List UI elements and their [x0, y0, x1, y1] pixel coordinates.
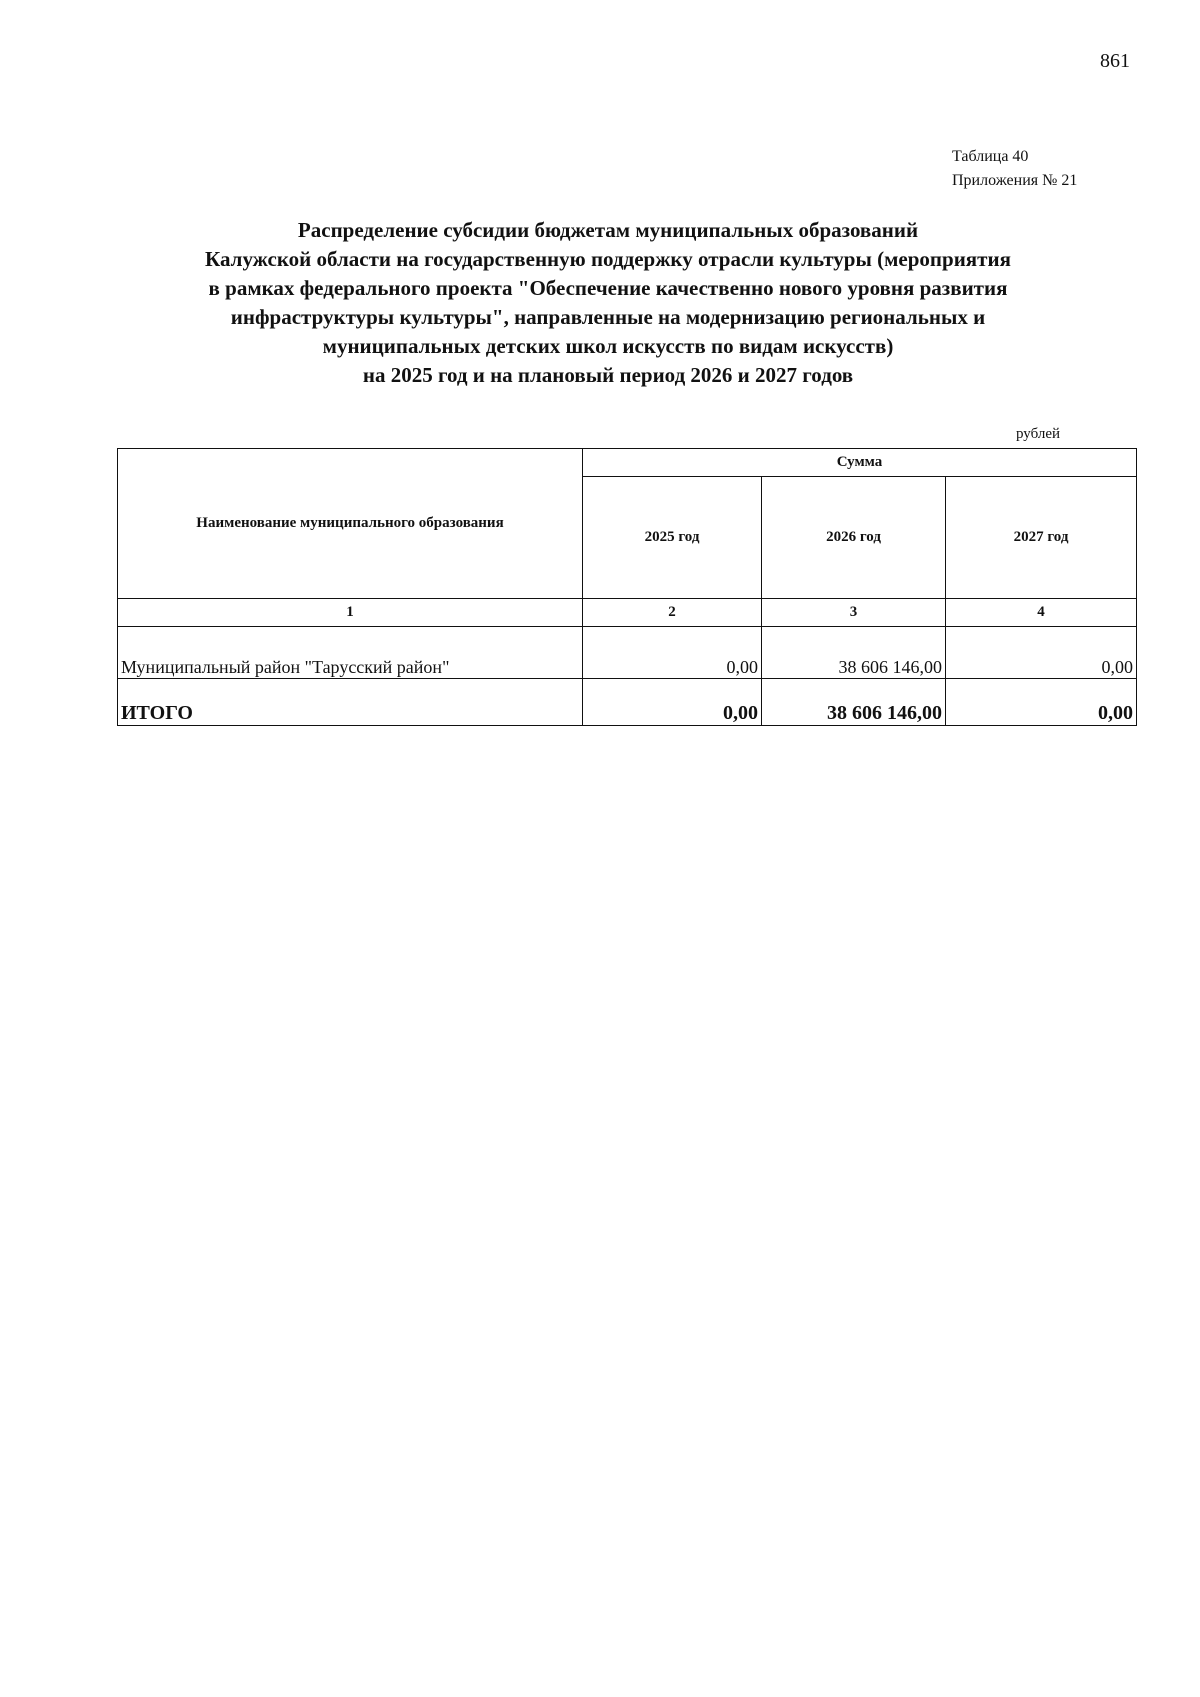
table-header-row — [118, 449, 1137, 477]
table-number: Таблица 40 — [952, 148, 1029, 165]
amount-2025: 0,00 — [583, 627, 762, 679]
column-numbers-row — [118, 599, 1137, 627]
document-title — [118, 216, 1098, 390]
title-line: инфраструктуры культуры", направленные на модернизацию региональных и — [230, 305, 986, 329]
header-year-2026: 2026 год — [762, 477, 946, 599]
municipality-name: Муниципальный район "Тарусский район" — [118, 627, 583, 679]
appendix-number: Приложения № 21 — [952, 172, 1078, 189]
amount-2026: 38 606 146,00 — [762, 627, 946, 679]
total-2027: 0,00 — [946, 679, 1137, 726]
subsidy-table — [117, 448, 1137, 726]
title-line: в рамках федерального проекта "Обеспечение качественно нового уровня развития — [208, 276, 1008, 300]
title-line: на 2025 год и на плановый период 2026 и 2027 годов — [362, 363, 854, 387]
table-reference — [952, 145, 1077, 193]
page-number: 861 — [1100, 50, 1130, 72]
total-row — [118, 679, 1137, 726]
title-line: муниципальных детских школ искусств по видам искусств) — [322, 334, 894, 358]
column-number: 1 — [118, 599, 583, 627]
header-municipality: Наименование муниципального образования — [118, 449, 583, 599]
column-number: 3 — [762, 599, 946, 627]
title-line: Калужской области на государственную поддержку отрасли культуры (мероприятия — [205, 247, 1011, 271]
total-2026: 38 606 146,00 — [762, 679, 946, 726]
table-row — [118, 627, 1137, 679]
header-year-2025: 2025 год — [583, 477, 762, 599]
amount-2027: 0,00 — [946, 627, 1137, 679]
column-number: 2 — [583, 599, 762, 627]
units-label: рублей — [1016, 426, 1061, 442]
column-number: 4 — [946, 599, 1137, 627]
header-year-2027: 2027 год — [946, 477, 1137, 599]
title-line: Распределение субсидии бюджетам муниципальных образований — [297, 218, 919, 242]
total-label: ИТОГО — [118, 679, 583, 726]
header-sum: Сумма — [583, 449, 1137, 477]
total-2025: 0,00 — [583, 679, 762, 726]
